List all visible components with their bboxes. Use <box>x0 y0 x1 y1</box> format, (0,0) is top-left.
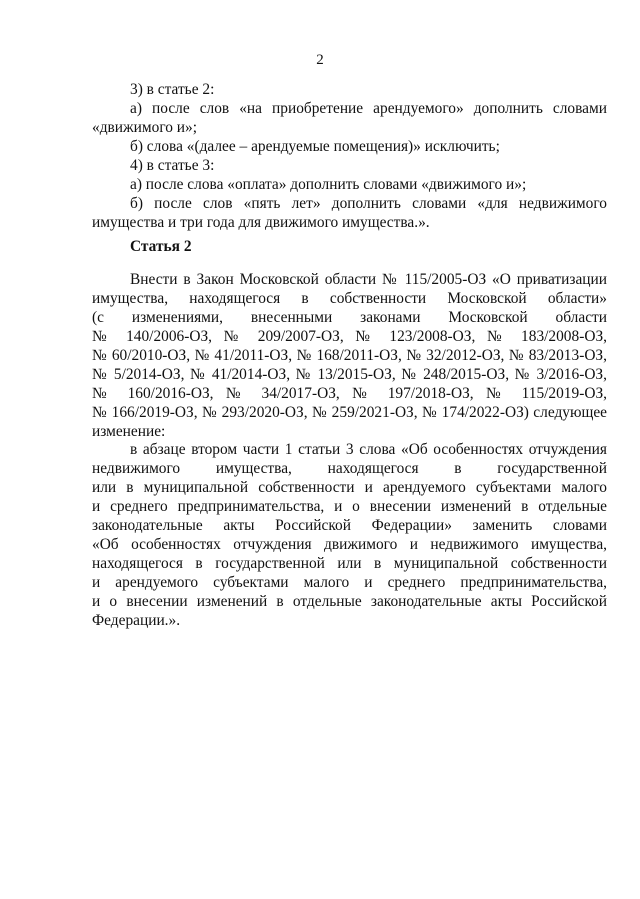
paragraph-line: «Об особенностях отчуждения движимого и недвижимого имущества, <box>92 536 607 553</box>
paragraph-line: № 140/2006-ОЗ, № 209/2007-ОЗ, № 123/2008-ОЗ, № 183/2008-ОЗ, <box>92 328 607 345</box>
paragraph-line: Внести в Закон Московской области № 115/2005-ОЗ «О приватизации <box>130 271 607 288</box>
amendment-item: б) после слов «пять лет» дополнить словами «для недвижимого имущества и три года для движимого имущества.». <box>92 195 607 231</box>
paragraph-line: Федерации.». <box>92 612 181 629</box>
paragraph-line: законодательные акты Российской Федерации» заменить словами <box>92 517 607 534</box>
page-number: 2 <box>316 52 324 68</box>
paragraph-line: и среднего предпринимательства, и о внесении изменений в отдельные <box>92 498 607 515</box>
amendment-item: б) слова «(далее – арендуемые помещения)» исключить; <box>130 138 500 155</box>
paragraph-line: № 5/2014-ОЗ, № 41/2014-ОЗ, № 13/2015-ОЗ, № 248/2015-ОЗ, № 3/2016-ОЗ, <box>92 366 607 383</box>
paragraph-line: недвижимого имущества, находящегося в государственной <box>92 460 607 477</box>
amendment-item: 4) в статье 3: <box>130 157 215 174</box>
amendments-list <box>92 80 607 232</box>
paragraph-line: в абзаце втором части 1 статьи 3 слова «Об особенностях отчуждения <box>130 441 607 458</box>
paragraph-line: находящегося в государственной или в муниципальной собственности <box>92 555 607 572</box>
paragraph-line: № 166/2019-ОЗ, № 293/2020-ОЗ, № 259/2021-ОЗ, № 174/2022-ОЗ) следующее <box>92 404 607 421</box>
paragraph-line: № 60/2010-ОЗ, № 41/2011-ОЗ, № 168/2011-ОЗ, № 32/2012-ОЗ, № 83/2013-ОЗ, <box>92 347 607 364</box>
amendment-item: а) после слова «оплата» дополнить словами «движимого и»; <box>130 176 527 193</box>
paragraph-line: (с изменениями, внесенными законами Московской области <box>92 309 607 326</box>
article2-paragraph-1 <box>92 270 607 441</box>
paragraph-line: изменение: <box>92 423 166 440</box>
paragraph-line: и арендуемого субъектами малого и среднего предпринимательства, <box>92 574 607 591</box>
amendment-item: 3) в статье 2: <box>130 81 215 98</box>
paragraph-line: имущества, находящегося в собственности Московской области» <box>92 290 607 307</box>
paragraph-line: и о внесении изменений в отдельные законодательные акты Российской <box>92 593 607 610</box>
article2-paragraph-2 <box>92 440 607 630</box>
paragraph-line: № 160/2016-ОЗ, № 34/2017-ОЗ, № 197/2018-ОЗ, № 115/2019-ОЗ, <box>92 385 607 402</box>
amendment-item: а) после слов «на приобретение арендуемого» дополнить словами «движимого и»; <box>92 100 607 136</box>
article-heading: Статья 2 <box>130 238 192 255</box>
paragraph-line: или в муниципальной собственности и арендуемого субъектами малого <box>92 479 607 496</box>
